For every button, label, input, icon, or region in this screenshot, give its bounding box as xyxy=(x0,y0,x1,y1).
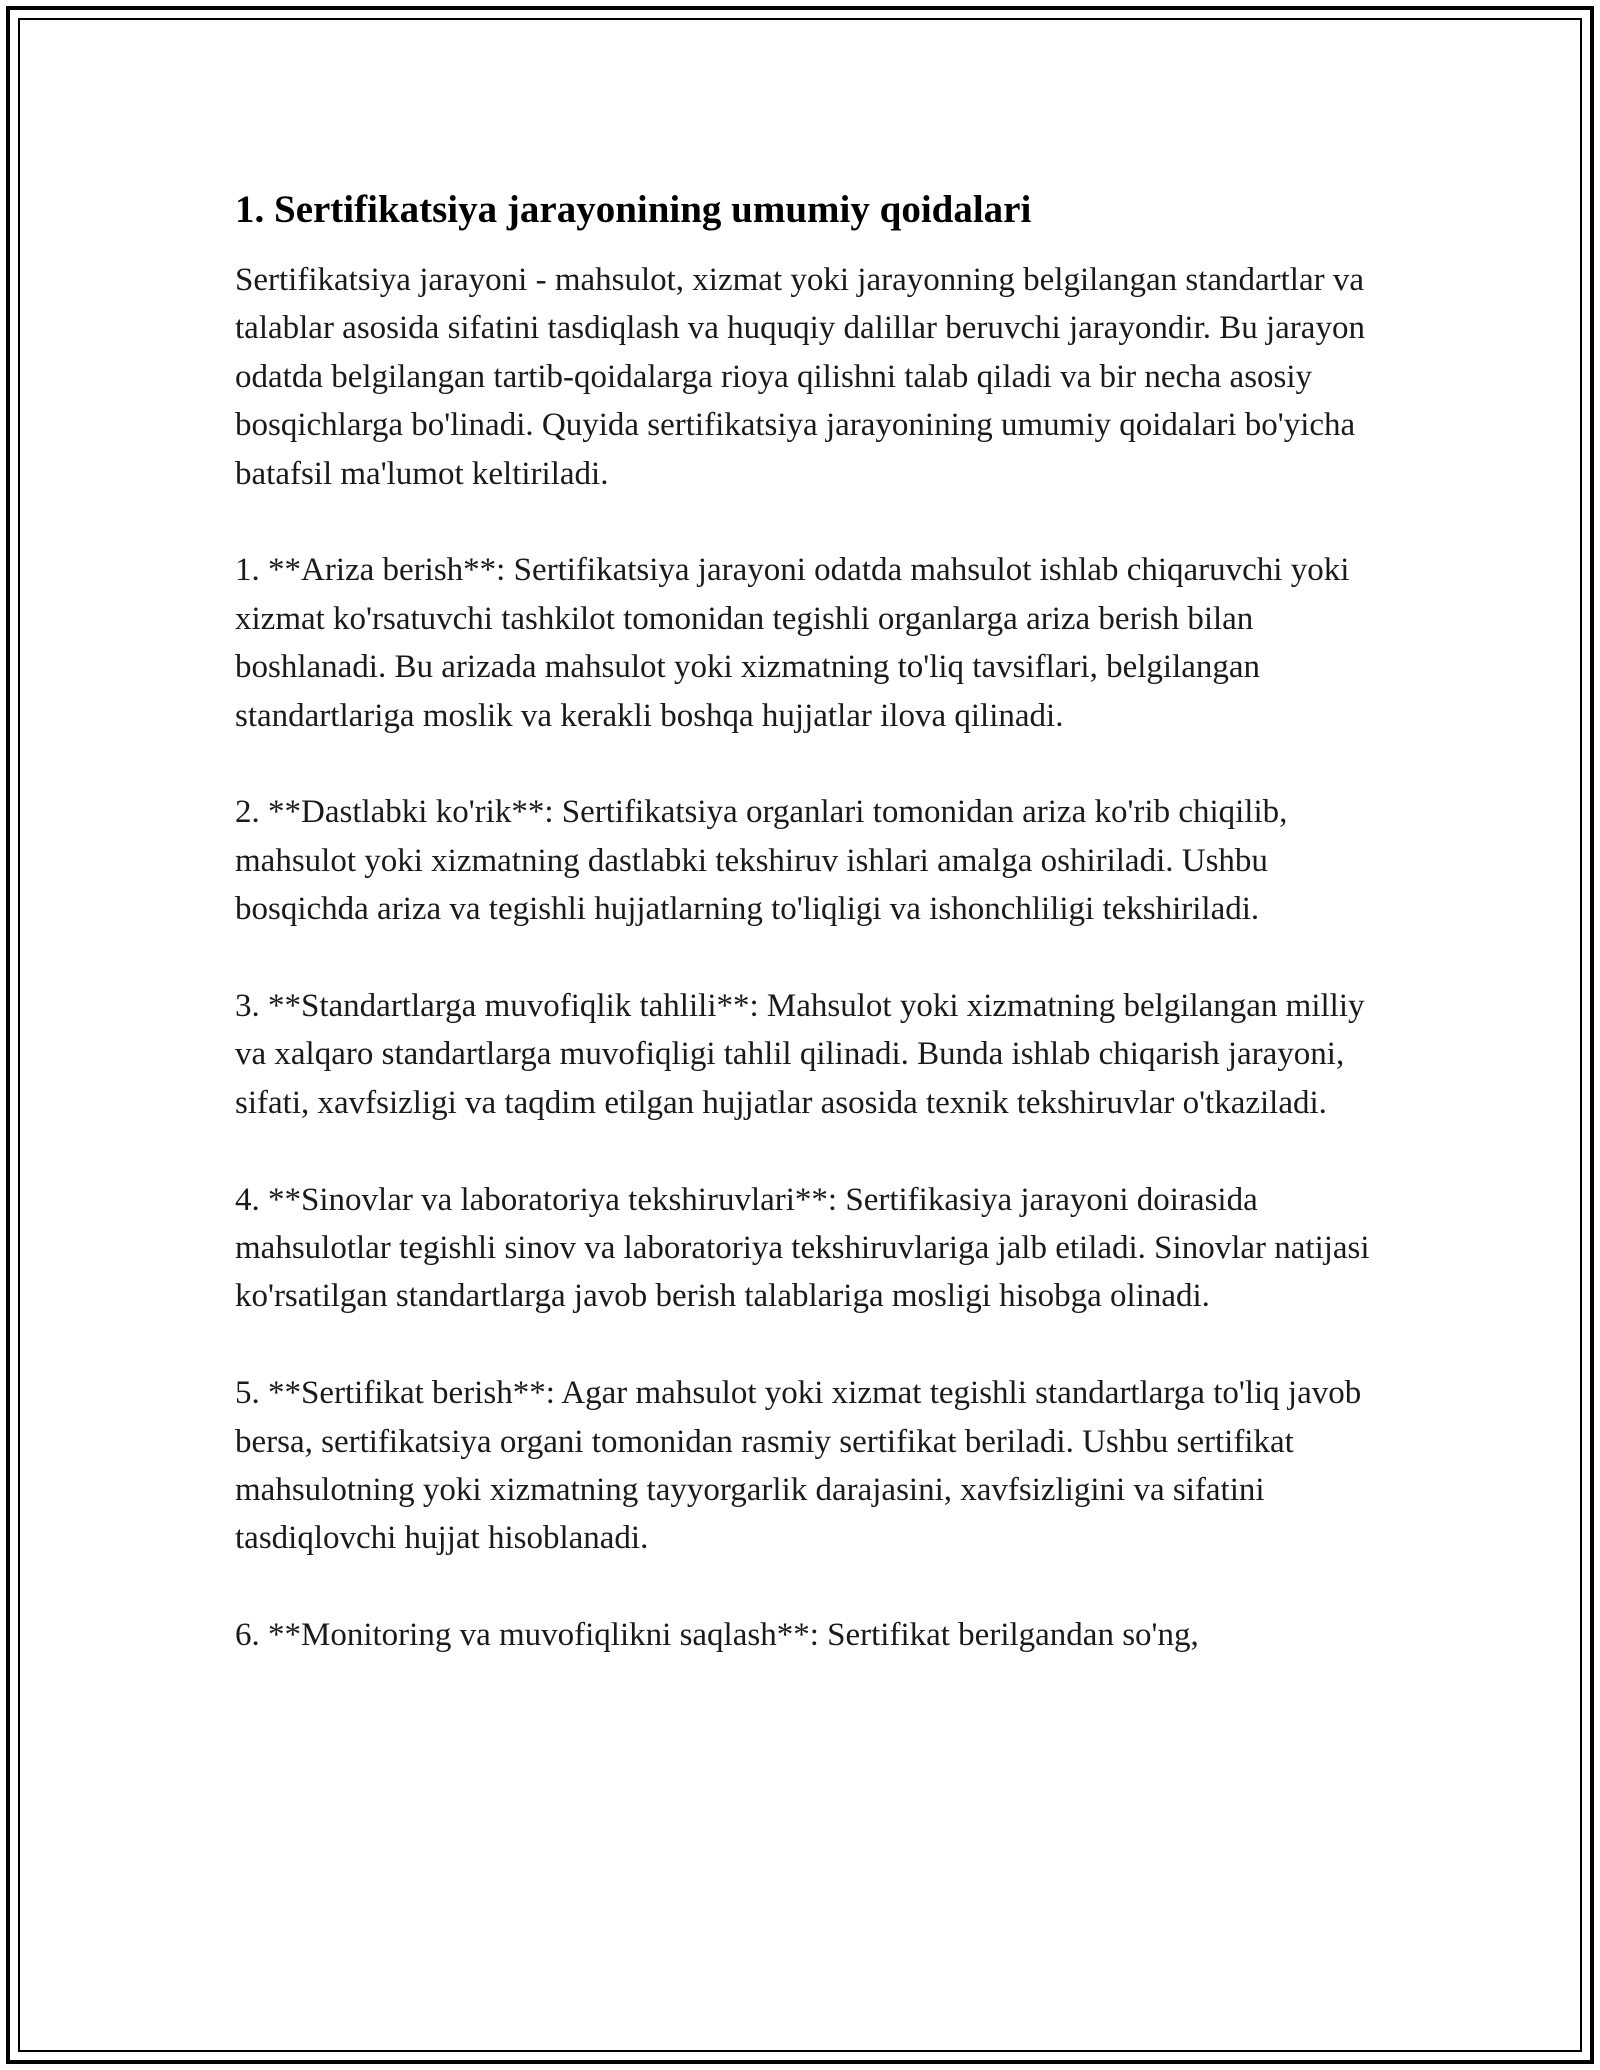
list-item-monitoring: 6. **Monitoring va muvofiqlikni saqlash**: Sertifikat berilgandan so'ng, xyxy=(235,1617,1199,1654)
list-item-sinovlar: 4. **Sinovlar va laboratoriya tekshiruvlari**: Sertifikasiya jarayoni doirasida mahsulotlar tegishli sinov va laboratoriya tekshiruvlariga jalb etiladi. Sinovlar natijasi ko'rsatilgan standartlarga javob berish talablariga mosligi hisobga olinadi. xyxy=(235,1181,1370,1315)
list-item-standartlarga-muvofiqlik: 3. **Standartlarga muvofiqlik tahlili**: Mahsulot yoki xizmatning belgilangan milliy va xalqaro standartlarga muvofiqligi tahlil qilinadi. Bunda ishlab chiqarish jarayoni, sifati, xavfsizligi va taqdim etilgan hujjatlar asosida texnik tekshiruvlar o'tkaziladi. xyxy=(235,988,1365,1121)
list-item-dastlabki-korik: 2. **Dastlabki ko'rik**: Sertifikatsiya organlari tomonidan ariza ko'rib chiqilib, mahsulot yoki xizmatning dastlabki tekshiruv ishlari amalga oshiriladi. Ushbu bosqichda ariza va tegishli hujjatlarning to'liqligi va ishonchliligi tekshiriladi. xyxy=(235,794,1288,928)
list-item-ariza-berish: 1. **Ariza berish**: Sertifikatsiya jarayoni odatda mahsulot ishlab chiqaruvchi yoki xizmat ko'rsatuvchi tashkilot tomonidan tegishli organlarga ariza berish bilan boshlanadi. Bu arizada mahsulot yoki xizmatning to'liq tavsiflari, belgilangan standartlariga moslik va kerakli boshqa hujjatlar ilova qilinadi. xyxy=(235,552,1350,734)
intro-paragraph: Sertifikatsiya jarayoni - mahsulot, xizmat yoki jarayonning belgilangan standartlar va talablar asosida sifatini tasdiqlash va huquqiy dalillar beruvchi jarayondir. Bu jarayon odatda belgilangan tartib-qoidalarga rioya qilishni talab qiladi va bir necha asosiy bosqichlarga bo'linadi. Quyida sertifikatsiya jarayonining umumiy qoidalari bo'yicha batafsil ma'lumot keltiriladi. xyxy=(235,262,1365,492)
list-item-sertifikat-berish: 5. **Sertifikat berish**: Agar mahsulot yoki xizmat tegishli standartlarga to'liq javob bersa, sertifikatsiya organi tomonidan rasmiy sertifikat beriladi. Ushbu sertifikat mahsulotning yoki xizmatning tayyorgarlik darajasini, xavfsizligini va sifatini tasdiqlovchi hujjat hisoblanadi. xyxy=(235,1375,1362,1557)
document-body xyxy=(235,184,1375,1660)
section-heading: 1. Sertifikatsiya jarayonining umumiy qoidalari xyxy=(235,188,1032,231)
